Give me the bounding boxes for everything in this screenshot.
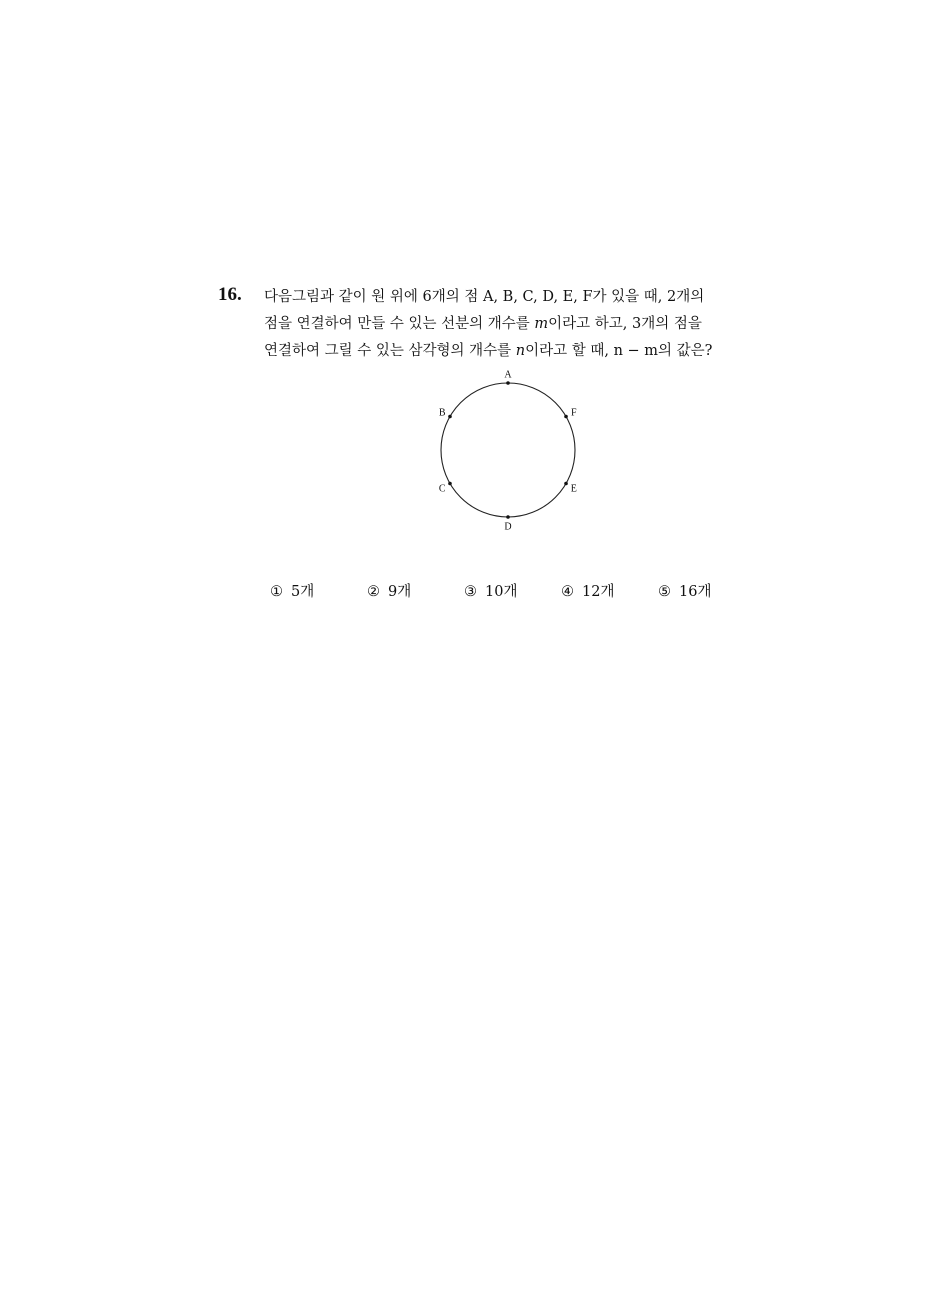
- answer-choices: [270, 580, 750, 602]
- choice-4-mark: ④: [561, 584, 574, 600]
- choice-4-text: 12개: [582, 584, 615, 600]
- problem-line-1: [264, 284, 764, 311]
- choice-2-mark: ②: [367, 584, 380, 600]
- choice-1-text: 5개: [291, 584, 315, 600]
- choice-2-text: 9개: [388, 584, 412, 600]
- choice-3-mark: ③: [464, 584, 477, 600]
- variable-n: n: [515, 343, 526, 359]
- problem-line-1-pre: 다음그림과 같이 원 위에 6개의 점 A, B, C, D, E, F가 있을 때, 2개의: [264, 289, 705, 305]
- problem-text: [264, 284, 764, 365]
- problem-line-2: [264, 311, 764, 338]
- circle: [438, 383, 575, 517]
- choice-1-mark: ①: [270, 584, 283, 600]
- problem-line-3: [264, 338, 764, 365]
- choice-3[interactable]: [464, 580, 517, 601]
- point-b-dot: [448, 415, 452, 419]
- point-c-dot: [448, 482, 452, 486]
- problem-line-2-pre: 점을 연결하여 만들 수 있는 선분의 개수를: [264, 316, 535, 332]
- point-f-label: F: [571, 407, 577, 419]
- problem-number: 16.: [218, 284, 242, 305]
- circle-figure: [425, 368, 595, 538]
- problem-line-3-post: 이라고 할 때, n − m의 값은?: [525, 343, 713, 359]
- choice-2[interactable]: [367, 580, 411, 601]
- point-c-label: C: [438, 483, 446, 495]
- point-a-label: A: [504, 369, 512, 381]
- choice-5-mark: ⑤: [658, 584, 671, 600]
- choice-3-text: 10개: [485, 584, 518, 600]
- point-d-label: D: [504, 521, 512, 533]
- point-e-label: E: [570, 483, 577, 495]
- point-e-dot: [564, 482, 568, 486]
- problem-line-2-post: 이라고 하고, 3개의 점을: [548, 316, 702, 332]
- choice-5[interactable]: [658, 580, 711, 601]
- choice-5-text: 16개: [679, 584, 712, 600]
- point-b-label: B: [438, 407, 446, 419]
- choice-1[interactable]: [270, 580, 314, 601]
- variable-m: m: [534, 316, 549, 332]
- point-d-dot: [506, 515, 510, 519]
- choice-4[interactable]: [561, 580, 614, 601]
- point-f-dot: [564, 415, 568, 419]
- point-a-dot: [506, 381, 510, 385]
- problem-line-3-pre: 연결하여 그릴 수 있는 삼각형의 개수를: [264, 343, 516, 359]
